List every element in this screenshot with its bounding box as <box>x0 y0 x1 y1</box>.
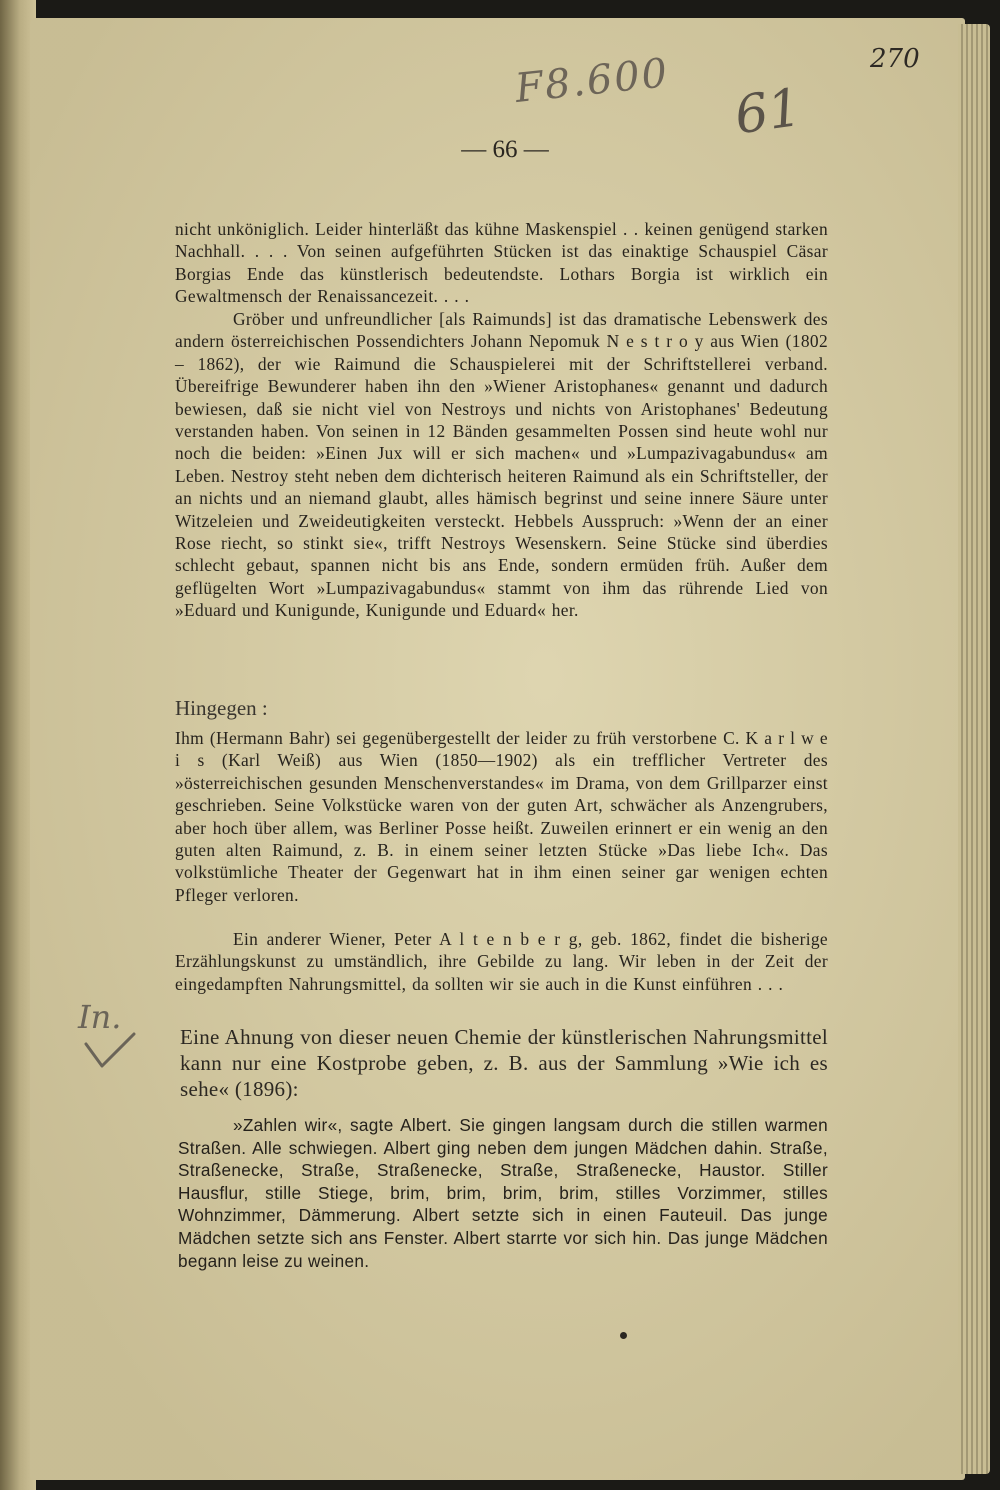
paragraph-4: Ein anderer Wiener, Peter A l t e n b e r g, geb. 1862, findet die bisherige Erzählungskunst zu umständlich, ihre Gebilde zu lang. Wir leben in der Zeit der eingedampften Nahrungsmittel, da sollten wir sie auch in die Kunst einführen . . . <box>175 929 828 994</box>
margin-note: In. <box>78 998 122 1036</box>
paragraph-3: Ihm (Hermann Bahr) sei gegenübergestellt der leider zu früh verstorbene C. K a r l w e i s (Karl Weiß) aus Wien (1850—1902) als ein trefflicher Vertreter des »österreichischen gesunden Menschenverstandes« im Drama, von dem Grillparzer einst geschrieben. Seine Volkstücke waren von der guten Art, schwächer als Anzengrubers, aber hoch über allem, was Berliner Posse heißt. Zuweilen erinnert er ein wenig an den guten alten Raimund, z. B. in einem seiner letzten Stücke »Das liebe Ich«. Das volkstümliche Theater der Gegenwart hat in ihm einen seiner gar wenigen echten Pfleger verloren. <box>175 728 828 905</box>
paragraph-1: nicht unköniglich. Leider hinterläßt das kühne Maskenspiel . . keinen genügend starken Nachhall. . . . Von seinen aufgeführten Stücken ist das einaktige Schauspiel Cäsar Borgias Ende das künstlerisch bedeutendste. Lothars Borgia ist wirklich ein Gewaltmensch der Renaissancezeit. . . . <box>175 219 828 307</box>
handwritten-number: 61 <box>731 77 806 147</box>
ink-dot <box>620 1332 627 1339</box>
quotation-text: »Zahlen wir«, sagte Albert. Sie gingen langsam durch die stillen warmen Straßen. Alle schwiegen. Albert ging neben dem jungen Mädchen dahin. Straße, Straßenecke, Straße, Straßenecke, Straße, Straßenecke, Haustor. Stiller Hausflur, stille Stiege, brim, brim, brim, brim, stilles Vorzimmer, stilles Wohnzimmer, Dämmerung. Albert setzte sich in einen Fauteuil. Das junge Mädchen setzte sich ans Fenster. Albert starrte vor sich hin. Das junge Mädchen begann leise zu weinen. <box>178 1115 828 1271</box>
page-number: — 66 — <box>461 136 549 163</box>
checkmark-icon <box>82 1030 138 1070</box>
typed-insert: Eine Ahnung von dieser neuen Chemie der künstlerischen Nahrungsmittel kann nur eine Kostprobe geben, z. B. aus der Sammlung »Wie ich es sehe« (1896): <box>180 1025 828 1101</box>
handwritten-scribble: F8.600 <box>513 50 672 112</box>
page-edges <box>958 24 990 1474</box>
folio-number: 270 <box>870 44 920 74</box>
section-heading: Hingegen : <box>175 696 268 720</box>
paragraph-2: Gröber und unfreundlicher [als Raimunds] ist das dramatische Lebenswerk des andern österreichischen Possendichters Johann Nepomuk N e s t r o y aus Wien (1802 – 1862), der wie Raimund die Schauspielerei mit der Schriftstellerei verband. Übereifrige Bewunderer haben ihn den »Wiener Aristophanes« genannt und dadurch bewiesen, daß sie nicht viel von Nestroys und nichts von Aristophanes' Bedeutung verstanden haben. Von seinen in 12 Bänden gesammelten Possen sind heute wohl nur noch die beiden: »Einen Jux will er sich machen« und »Lumpazivagabundus« am Leben. Nestroy steht neben dem dichterisch heiteren Raimund als ein Schriftsteller, der an nichts und an niemand glaubt, alles hämisch begrinst und seine innere Säure unter Witzeleien und Zweideutigkeiten versteckt. Hebbels Ausspruch: »Wenn der an einer Rose riecht, so stinkt sie«, trifft Nestroys Wesenskern. Seine Stücke sind überdies schlecht gebaut, spannen nicht bis ans Ende, sondern ermüden früh. Außer dem geflügelten Wort »Lumpazivagabundus« stammt von ihm das rührende Lied von »Eduard und Kunigunde, Kunigunde und Eduard« her. <box>175 309 828 621</box>
quotation <box>178 1114 828 1272</box>
